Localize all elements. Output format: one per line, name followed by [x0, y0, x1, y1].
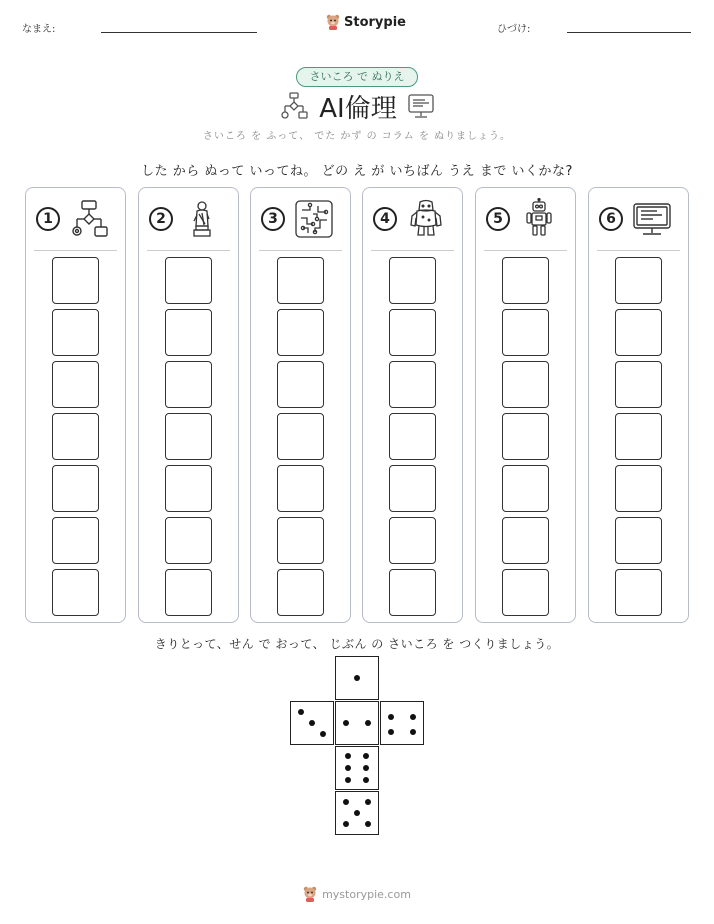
- dice-net: [290, 656, 424, 836]
- column-3: [250, 187, 351, 623]
- color-box[interactable]: [389, 309, 436, 356]
- pip: [365, 799, 371, 805]
- color-box[interactable]: [52, 257, 99, 304]
- name-line: [101, 32, 257, 33]
- color-box[interactable]: [615, 309, 662, 356]
- column-1: [25, 187, 126, 623]
- color-box[interactable]: [277, 361, 324, 408]
- pip: [345, 753, 351, 759]
- date-label: ひづけ:: [497, 24, 531, 35]
- column-number: 3: [261, 207, 285, 231]
- pip: [365, 720, 371, 726]
- column-divider: [484, 250, 567, 251]
- color-box[interactable]: [52, 309, 99, 356]
- dice-face-4: [380, 701, 424, 745]
- column-number: 6: [599, 207, 623, 231]
- color-box[interactable]: [165, 465, 212, 512]
- color-box[interactable]: [389, 569, 436, 616]
- column-number: 2: [149, 207, 173, 231]
- pip: [410, 714, 416, 720]
- dice-face-2: [335, 701, 379, 745]
- color-box[interactable]: [389, 517, 436, 564]
- color-box[interactable]: [502, 413, 549, 460]
- column-divider: [147, 250, 230, 251]
- date-line: [567, 32, 691, 33]
- computer-monitor-icon: [407, 93, 435, 119]
- color-box[interactable]: [52, 517, 99, 564]
- color-box[interactable]: [502, 517, 549, 564]
- instruction: した から ぬって いってね。 どの え が いちばん うえ まで いくかな?: [141, 164, 573, 179]
- footer-url[interactable]: mystorypie.com: [322, 887, 411, 901]
- color-box[interactable]: [389, 465, 436, 512]
- color-box[interactable]: [277, 257, 324, 304]
- color-box[interactable]: [277, 517, 324, 564]
- name-label: なまえ:: [22, 24, 56, 35]
- column-4: [362, 187, 463, 623]
- color-box[interactable]: [165, 413, 212, 460]
- color-box[interactable]: [52, 361, 99, 408]
- pip: [298, 709, 304, 715]
- pip: [388, 714, 394, 720]
- pip: [363, 753, 369, 759]
- column-divider: [34, 250, 117, 251]
- color-box[interactable]: [502, 465, 549, 512]
- color-box[interactable]: [165, 309, 212, 356]
- color-box[interactable]: [165, 257, 212, 304]
- bear-mascot-icon: [303, 886, 317, 902]
- dice-face-3: [290, 701, 334, 745]
- pip: [345, 777, 351, 783]
- color-box[interactable]: [165, 517, 212, 564]
- golem-icon: [405, 198, 447, 240]
- color-box[interactable]: [277, 309, 324, 356]
- flowchart-icon: [279, 91, 309, 121]
- title-row: [0, 88, 714, 124]
- color-box[interactable]: [502, 309, 549, 356]
- robot-icon: [518, 198, 560, 240]
- pip: [345, 765, 351, 771]
- column-divider: [597, 250, 680, 251]
- color-box[interactable]: [615, 361, 662, 408]
- color-box[interactable]: [615, 569, 662, 616]
- color-box[interactable]: [389, 361, 436, 408]
- brand-logo: [326, 14, 406, 30]
- page-title: AI倫理: [319, 93, 397, 124]
- circuit-brain-icon: [293, 198, 335, 240]
- pip: [343, 799, 349, 805]
- pip: [309, 720, 315, 726]
- color-box[interactable]: [165, 361, 212, 408]
- pip: [354, 675, 360, 681]
- pip: [363, 765, 369, 771]
- bear-mascot-icon: [326, 14, 340, 30]
- color-box[interactable]: [615, 465, 662, 512]
- activity-badge: さいころ で ぬりえ: [296, 67, 418, 87]
- color-box[interactable]: [389, 257, 436, 304]
- subtitle: さいころ を ふって、 でた かず の コラム を ぬりましょう。: [202, 131, 512, 142]
- pip: [388, 729, 394, 735]
- pip: [363, 777, 369, 783]
- color-box[interactable]: [165, 569, 212, 616]
- pip: [343, 720, 349, 726]
- column-number: 5: [486, 207, 510, 231]
- color-box[interactable]: [615, 517, 662, 564]
- column-2: [138, 187, 239, 623]
- pip: [410, 729, 416, 735]
- color-box[interactable]: [52, 569, 99, 616]
- pip: [354, 810, 360, 816]
- dice-face-6: [335, 746, 379, 790]
- color-box[interactable]: [502, 569, 549, 616]
- color-box[interactable]: [502, 361, 549, 408]
- computer-monitor-icon: [631, 198, 673, 240]
- column-5: [475, 187, 576, 623]
- color-box[interactable]: [277, 413, 324, 460]
- footer: [0, 886, 714, 902]
- color-box[interactable]: [615, 257, 662, 304]
- column-number: 1: [36, 207, 60, 231]
- color-box[interactable]: [389, 413, 436, 460]
- philosopher-statue-icon: [181, 198, 223, 240]
- color-box[interactable]: [615, 413, 662, 460]
- pip: [365, 821, 371, 827]
- brand-name: Storypie: [344, 14, 406, 30]
- color-box[interactable]: [277, 569, 324, 616]
- column-number: 4: [373, 207, 397, 231]
- pip: [320, 731, 326, 737]
- color-box[interactable]: [277, 465, 324, 512]
- color-box[interactable]: [502, 257, 549, 304]
- column-divider: [371, 250, 454, 251]
- flowchart-icon: [68, 198, 110, 240]
- cut-instruction: きりとって、せん で おって、 じぶん の さいころ を つくりましょう。: [154, 637, 560, 651]
- color-box[interactable]: [52, 413, 99, 460]
- dice-face-1: [335, 656, 379, 700]
- dice-face-5: [335, 791, 379, 835]
- column-6: [588, 187, 689, 623]
- color-box[interactable]: [52, 465, 99, 512]
- pip: [343, 821, 349, 827]
- column-divider: [259, 250, 342, 251]
